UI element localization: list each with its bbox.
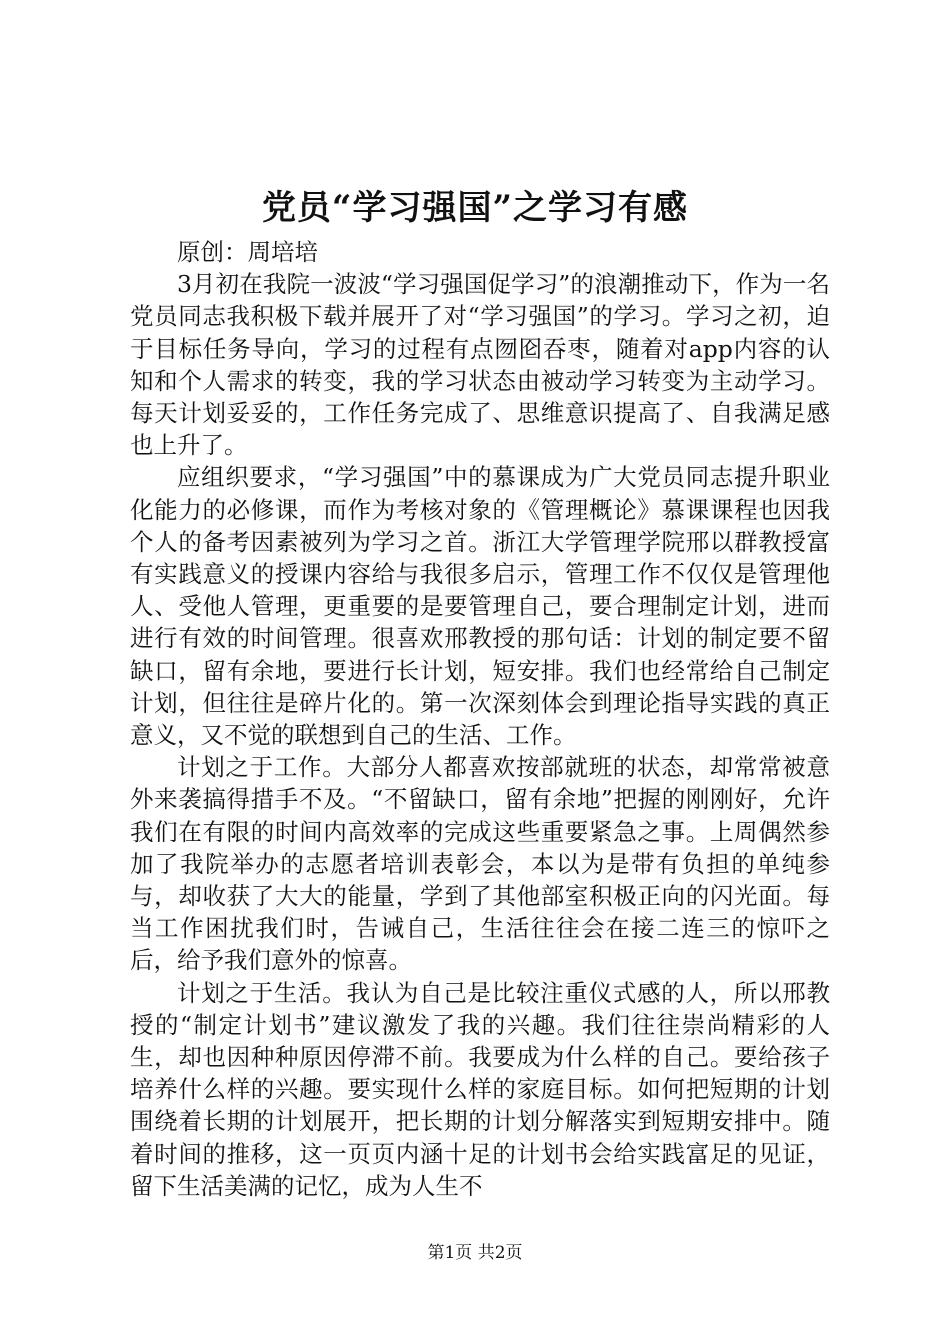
author-line: 原创：周培培 [177,238,318,266]
page-number-footer: 第1页 共2页 [427,1243,523,1263]
paragraph-2: 应组织要求，“学习强国”中的慕课成为广大党员同志提升职业化能力的必修课，而作为考核对象的《管理概论》慕课课程也因我个人的备考因素被列为学习之首。浙江大学管理学院邢以群教授富有实践意义的授课内容给与我很多启示，管理工作不仅仅是管理他人、受他人管理，更重要的是要管理自己，要合理制定计划，进而进行有效的时间管理。很喜欢邢教授的那句话：计划的制定要不留缺口，留有余地，要进行长计划，短安排。我们也经常给自己制定计划，但往往是碎片化的。第一次深刻体会到理论指导实践的真正意义，又不觉的联想到自己的生活、工作。 [130,463,830,750]
paragraph-3: 计划之于工作。大部分人都喜欢按部就班的状态，却常常被意外来袭搞得措手不及。“不留缺口，留有余地”把握的刚刚好，允许我们在有限的时间内高效率的完成这些重要紧急之事。上周偶然参加了我院举办的志愿者培训表彰会，本以为是带有负担的单纯参与，却收获了大大的能量，学到了其他部室积极正向的闪光面。每当工作困扰我们时，告诫自己，生活往往会在接二连三的惊吓之后，给予我们意外的惊喜。 [130,753,830,975]
document-body [130,236,830,1202]
paragraph-1: 3月初在我院一波波“学习强国促学习”的浪潮推动下，作为一名党员同志我积极下载并展开了对“学习强国”的学习。学习之初，迫于目标任务导向，学习的过程有点囫囵吞枣，随着对app内容的认知和个人需求的转变，我的学习状态由被动学习转变为主动学习。每天计划妥妥的，工作任务完成了、思维意识提高了、自我满足感也上升了。 [130,270,830,460]
document-title: 党员“学习强国”之学习有感 [261,188,689,228]
paragraph-4: 计划之于生活。我认为自己是比较注重仪式感的人，所以邢教授的“制定计划书”建议激发了我的兴趣。我们往往崇尚精彩的人生，却也因种种原因停滞不前。我要成为什么样的自己。要给孩子培养什么样的兴趣。要实现什么样的家庭目标。如何把短期的计划围绕着长期的计划展开，把长期的计划分解落实到短期安排中。随着时间的推移，这一页页内涵十足的计划书会给实践富足的见证，留下生活美满的记忆，成为人生不 [130,978,830,1200]
